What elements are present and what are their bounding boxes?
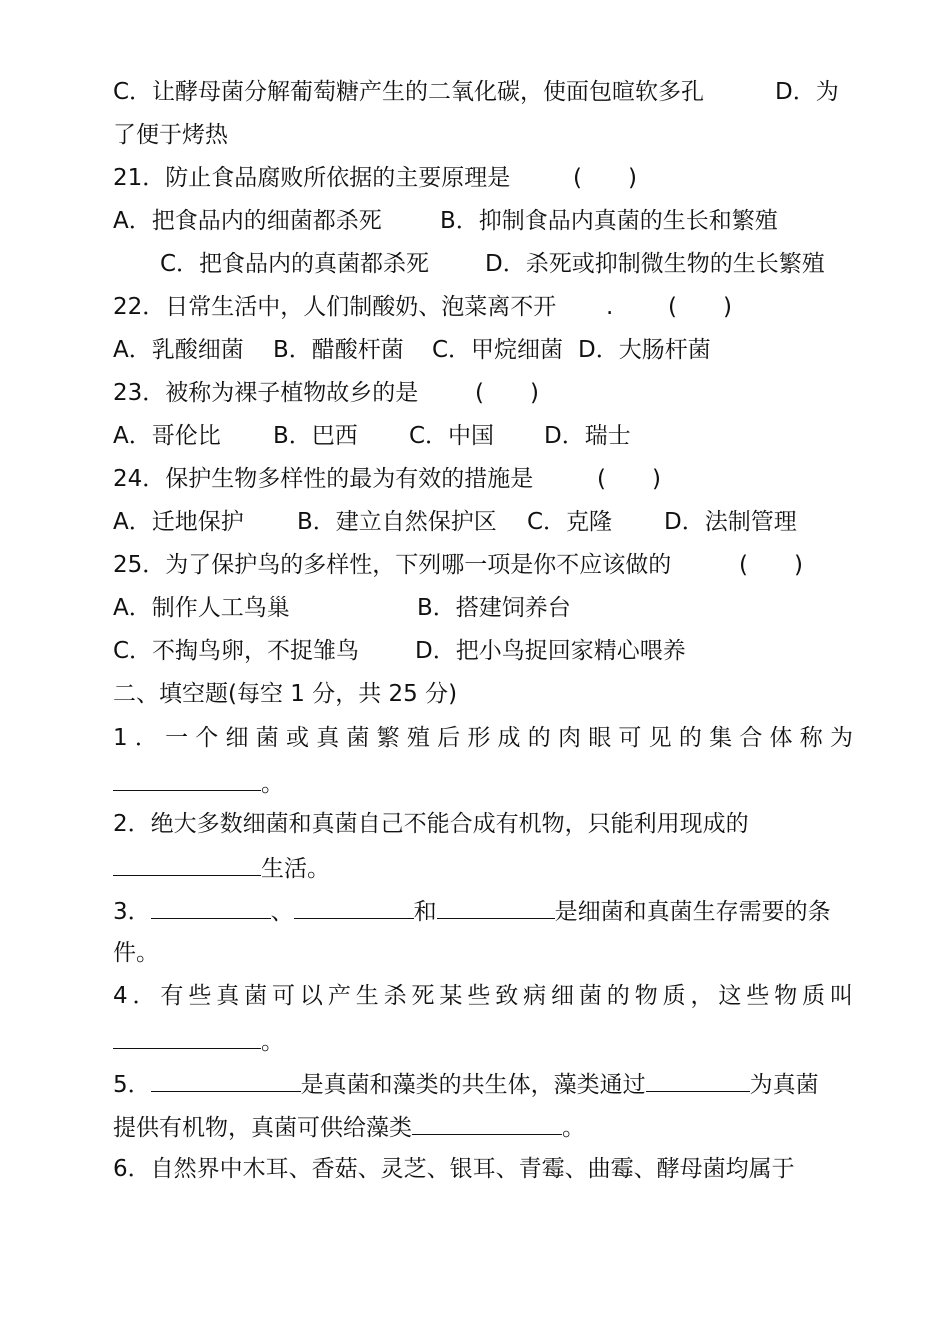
f3-question [113,892,853,928]
f5-question [113,1065,853,1101]
q25-stem: 25．为了保护鸟的多样性，下列哪一项是你不应该做的 [113,552,672,578]
f5-blank-2[interactable] [646,1065,750,1092]
q23-stem: 23．被称为裸子植物故乡的是 [113,380,419,406]
f3-blank-2[interactable] [294,892,414,919]
q23-stem-line [113,375,853,411]
q21-options-cd [160,246,900,282]
q21-option-d: D．杀死或抑制微生物的生长繁殖 [485,251,825,277]
q22-option-d: D．大肠杆菌 [578,337,711,363]
q23-answer-paren: ( ) [475,380,539,406]
section-heading-fill-in: 二、填空题(每空 1 分，共 25 分) [113,681,458,707]
q24-stem: 24．保护生物多样性的最为有效的措施是 [113,466,534,492]
f2-blank[interactable] [113,849,261,876]
q25-option-b: B．搭建饲养台 [417,595,571,621]
q21-option-a: A．把食品内的细菌都杀死 [113,208,382,234]
f1-answer-line [113,764,853,800]
q21-options-ab [113,203,853,239]
q24-answer-paren: ( ) [597,466,661,492]
q22-option-a: A．乳酸细菌 [113,337,244,363]
q22-options [113,332,853,368]
f4-question: 4．有些真菌可以产生杀死某些致病细菌的物质，这些物质叫 [113,983,853,1009]
q20-option-c: C．让酵母菌分解葡萄糖产生的二氧化碳，使面包暄软多孔 [113,79,705,105]
q22-stem: 22．日常生活中，人们制酸奶、泡菜离不开 [113,294,557,320]
f5-blank-1[interactable] [151,1065,301,1092]
q22-answer-paren: ( ) [668,294,732,320]
q23-option-a: A．哥伦比 [113,423,221,449]
q20-option-d-continued: 了便于烤热 [113,122,228,148]
q23-option-c: C．中国 [409,423,495,449]
q24-options [113,504,853,540]
f1-end: 。 [261,771,284,797]
q20-option-line [113,74,853,110]
q25-option-d: D．把小鸟捉回家精心喂养 [415,638,686,664]
f1-question: 1．一个细菌或真菌繁殖后形成的肉眼可见的集合体称为 [113,725,853,751]
q25-option-a: A．制作人工鸟巢 [113,595,290,621]
f3-sep-2: 和 [413,899,437,925]
q21-stem-line [113,160,853,196]
q24-option-a: A．迁地保护 [113,509,244,535]
q25-options-ab [113,590,853,626]
q24-option-c: C．克隆 [527,509,613,535]
f3-continued: 件。 [113,940,159,966]
q21-answer-paren: ( ) [573,165,637,191]
f1-blank[interactable] [113,764,261,791]
q21-stem: 21．防止食品腐败所依据的主要原理是 [113,165,511,191]
f4-end: 。 [261,1029,284,1055]
f3-sep-1: 、 [270,899,294,925]
f2-question: 2．绝大多数细菌和真菌自己不能合成有机物，只能利用现成的 [113,811,749,837]
q23-option-b: B．巴西 [273,423,358,449]
f3-blank-1[interactable] [151,892,271,919]
q23-option-d: D．瑞士 [544,423,631,449]
f5-continued [113,1108,853,1144]
f5-tail: 为真菌 [749,1072,819,1098]
f5-end: 。 [562,1115,585,1141]
q25-answer-paren: ( ) [739,552,803,578]
f3-number: 3． [113,899,151,925]
q24-option-d: D．法制管理 [664,509,797,535]
f2-end: 生活。 [261,856,330,882]
q22-stem-line [113,289,853,325]
f5-mid: 是真菌和藻类的共生体，藻类通过 [300,1072,646,1098]
f3-tail: 是细菌和真菌生存需要的条 [554,899,831,925]
q22-option-c: C．甲烷细菌 [432,337,564,363]
f5-number: 5． [113,1072,151,1098]
q20-option-d: D．为 [775,79,839,105]
q22-dot: . [606,294,614,320]
q21-option-b: B．抑制食品内真菌的生长和繁殖 [440,208,778,234]
f5-blank-3[interactable] [412,1108,562,1135]
q24-stem-line [113,461,853,497]
q25-option-c: C．不掏鸟卵，不捉雏鸟 [113,638,360,664]
q24-option-b: B．建立自然保护区 [297,509,497,535]
f4-blank[interactable] [113,1022,261,1049]
q25-stem-line [113,547,853,583]
f2-answer-line [113,849,853,885]
q22-option-b: B．醋酸杆菌 [273,337,404,363]
q21-option-c: C．把食品内的真菌都杀死 [160,251,430,277]
q25-options-cd [113,633,853,669]
f3-blank-3[interactable] [437,892,555,919]
q23-options [113,418,853,454]
f5-cont-text: 提供有机物，真菌可供给藻类 [113,1115,412,1141]
f6-question: 6．自然界中木耳、香菇、灵芝、银耳、青霉、曲霉、酵母菌均属于 [113,1156,795,1182]
f4-answer-line [113,1022,853,1058]
